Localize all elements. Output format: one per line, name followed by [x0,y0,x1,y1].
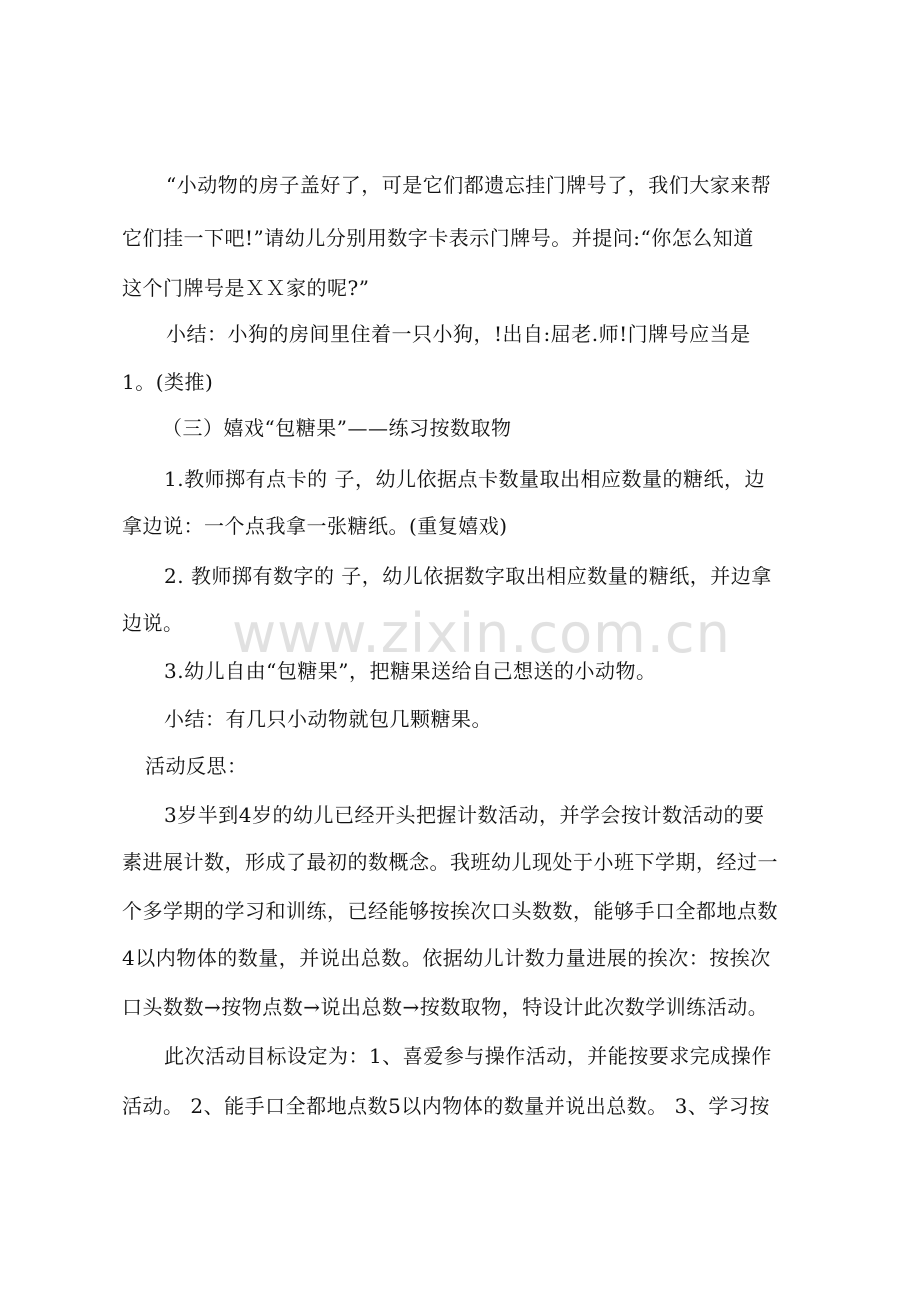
paragraph-line: 活动。 2、能手口全都地点数5以内物体的数量并说出总数。 3、学习按 [122,1094,770,1118]
paragraph-line: 4以内物体的数量，并说出总数。依据幼儿计数力量进展的挨次：按挨次 [122,946,771,970]
paragraph-line: 这个门牌号是ＸＸ家的呢?” [122,276,370,300]
paragraph-line: 素进展计数，形成了最初的数概念。我班幼儿现处于小班下学期，经过一 [122,850,778,874]
paragraph-line: 3.幼儿自由“包糖果”，把糖果送给自己想送的小动物。 [164,659,657,683]
section-heading: 活动反思： [145,754,248,778]
paragraph-line: 拿边说：一个点我拿一张糖纸。(重复嬉戏) [122,514,508,538]
section-heading: （三）嬉戏“包糖果”——练习按数取物 [162,416,512,440]
paragraph-line: 小结：小狗的房间里住着一只小狗，!出自:屈老.师!门牌号应当是 [166,322,751,346]
paragraph-line: 1。(类推) [122,370,214,394]
paragraph-line: 边说。 [122,611,184,635]
paragraph-line: 它们挂一下吧!”请幼儿分别用数字卡表示门牌号。并提问:“你怎么知道 [122,226,754,250]
paragraph-line: 小结：有几只小动物就包几颗糖果。 [164,707,492,731]
paragraph-line: 此次活动目标设定为：1、喜爱参与操作活动，并能按要求完成操作 [164,1044,772,1068]
paragraph-line: 2. 教师掷有数字的 子，幼儿依据数字取出相应数量的糖纸，并边拿 [164,564,772,588]
watermark: www.zixin.com.cn [232,602,731,665]
paragraph-line: “小动物的房子盖好了，可是它们都遗忘挂门牌号了，我们大家来帮 [166,173,772,197]
paragraph-line: 3岁半到4岁的幼儿已经开头把握计数活动，并学会按计数活动的要 [164,803,765,827]
paragraph-line: 个多学期的学习和训练，已经能够按挨次口头数数，能够手口全都地点数 [122,899,778,923]
paragraph-line: 口头数数→按物点数→说出总数→按数取物，特设计此次数学训练活动。 [122,995,769,1019]
paragraph-line: 1.教师掷有点卡的 子，幼儿依据点卡数量取出相应数量的糖纸，边 [164,467,765,491]
